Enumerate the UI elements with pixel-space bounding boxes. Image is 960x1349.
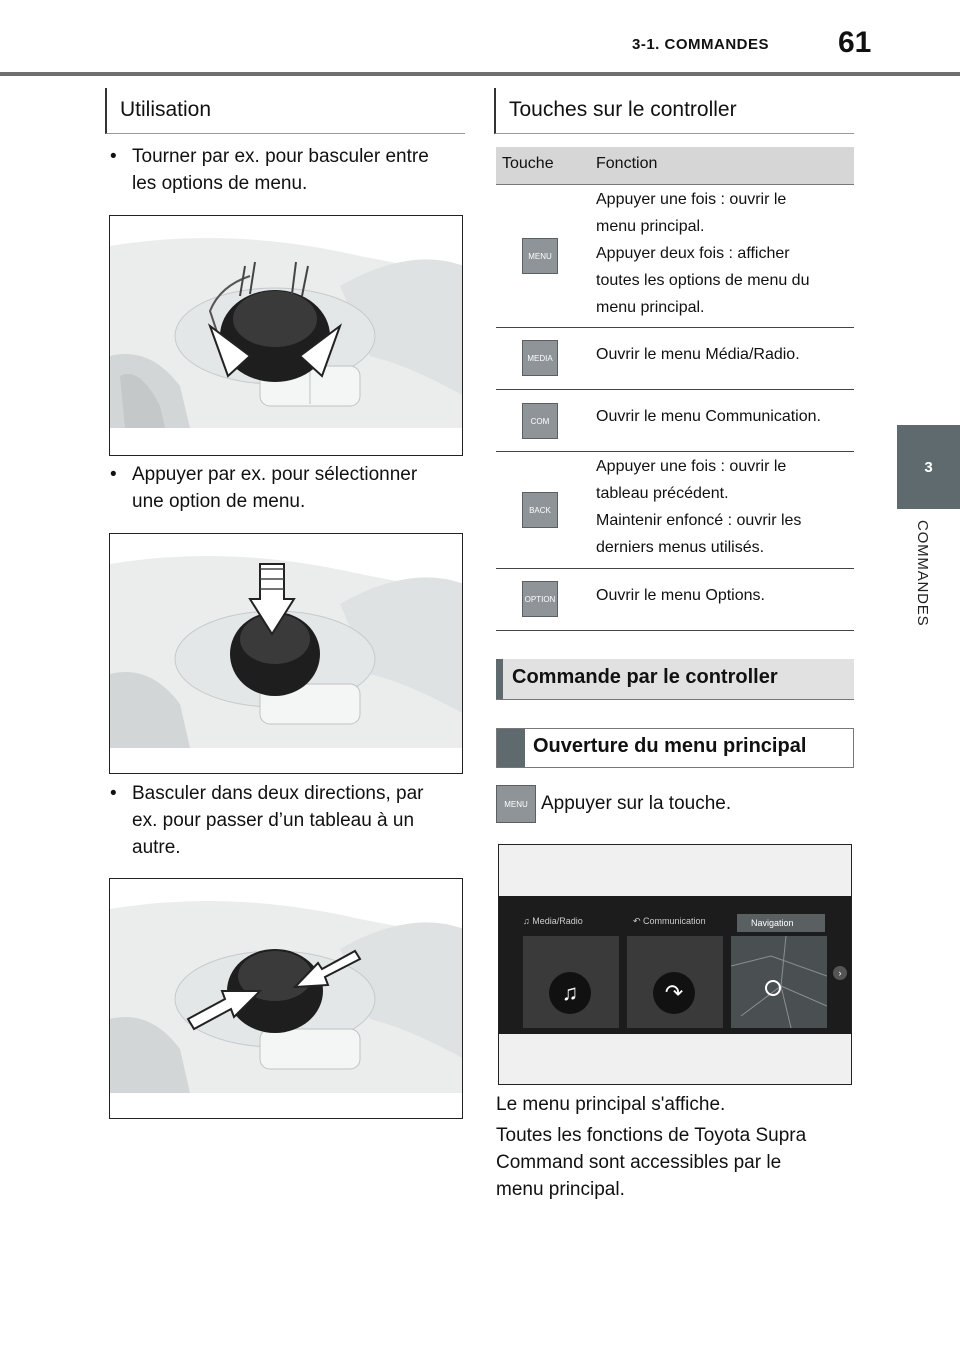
- tab-media-radio: [523, 916, 623, 932]
- column-header-touche: Touche: [502, 155, 554, 172]
- info-paragraph: [496, 1122, 856, 1203]
- table-row: [496, 327, 854, 390]
- phone-icon: ↷: [653, 972, 695, 1014]
- table-row: [496, 451, 854, 569]
- function-line: tableau précédent.: [596, 485, 729, 502]
- section-heading-touches: [494, 88, 854, 134]
- table-header: [496, 147, 854, 185]
- instruction-text: Appuyer sur la touche.: [541, 793, 732, 814]
- table-row: [496, 568, 854, 631]
- section-heading-utilisation: [105, 88, 465, 134]
- bullet-item: [110, 461, 460, 517]
- function-line: menu principal.: [596, 299, 705, 316]
- function-line: Appuyer une fois : ouvrir le: [596, 458, 787, 475]
- function-description: [596, 453, 851, 561]
- function-line: Maintenir enfoncé : ouvrir les: [596, 512, 802, 529]
- bullet-item: [110, 143, 460, 199]
- table-row: [496, 184, 854, 328]
- function-line: Appuyer deux fois : afficher: [596, 245, 790, 262]
- section-heading-text: Touches sur le controller: [509, 98, 737, 121]
- bullet-text: Appuyer par ex. pour sélectionner une option de menu.: [132, 464, 418, 512]
- bullet-dot: •: [110, 146, 117, 167]
- bullet-text: Basculer dans deux directions, par ex. pour passer d’un tableau à un autre.: [132, 783, 424, 858]
- navigation-tile: [731, 936, 827, 1028]
- function-line: menu principal.: [596, 218, 705, 235]
- menu-key-icon: MENU: [522, 238, 558, 274]
- column-header-fonction: Fonction: [596, 155, 658, 172]
- chapter-label-text: COMMANDES: [914, 520, 931, 627]
- menu-key-icon: MENU: [496, 785, 536, 823]
- section-heading-text: Utilisation: [120, 98, 212, 121]
- paragraph-line: menu principal.: [496, 1179, 625, 1200]
- tab-navigation: [737, 914, 825, 932]
- back-key-icon: BACK: [522, 492, 558, 528]
- heading-strip: [497, 729, 525, 767]
- paragraph-line: Command sont accessibles par le: [496, 1152, 782, 1173]
- tab-label: Media/Radio: [532, 916, 583, 926]
- function-line: Appuyer une fois : ouvrir le: [596, 191, 787, 208]
- bullet-dot: •: [110, 464, 117, 485]
- media-tile: [523, 936, 619, 1028]
- subsection-heading-ouverture: [496, 728, 854, 768]
- heading-strip: [496, 659, 503, 699]
- chapter-tab: [897, 425, 960, 509]
- function-line: toutes les options de menu du: [596, 272, 810, 289]
- media-key-icon: MEDIA: [522, 340, 558, 376]
- music-note-icon: ♫: [523, 916, 533, 926]
- subsection-heading-text: Commande par le controller: [512, 666, 778, 688]
- function-line: derniers menus utilisés.: [596, 539, 765, 556]
- tab-label: Communication: [643, 916, 706, 926]
- chevron-right-icon: ›: [833, 966, 847, 980]
- running-header-section: 3-1. COMMANDES: [632, 36, 770, 53]
- paragraph-line: Toutes les fonctions de Toyota Supra: [496, 1125, 807, 1146]
- function-description: [596, 186, 851, 321]
- function-description: Ouvrir le menu Média/Radio.: [596, 346, 800, 363]
- bullet-dot: •: [110, 783, 117, 804]
- music-note-icon: ♫: [549, 972, 591, 1014]
- header-rule: [0, 72, 960, 76]
- main-menu-screenshot: [498, 844, 852, 1085]
- communication-tile: [627, 936, 723, 1028]
- table-row: [496, 389, 854, 452]
- result-text: Le menu principal s'affiche.: [496, 1094, 726, 1115]
- bullet-item: [110, 780, 460, 864]
- function-description: Ouvrir le menu Communication.: [596, 408, 821, 425]
- map-icon: [731, 936, 827, 1028]
- subsection-heading-text: Ouverture du menu principal: [533, 735, 807, 757]
- subsection-heading-commande: [496, 659, 854, 700]
- option-key-icon: OPTION: [522, 581, 558, 617]
- controller-press-illustration: [109, 533, 463, 774]
- controller-tilt-illustration: [109, 878, 463, 1119]
- bullet-text: Tourner par ex. pour basculer entre les options de menu.: [132, 146, 429, 194]
- controller-rotate-illustration: [109, 215, 463, 456]
- tab-communication: [633, 916, 733, 932]
- function-description: Ouvrir le menu Options.: [596, 587, 765, 604]
- page-number: 61: [838, 26, 872, 59]
- chapter-label: [905, 520, 945, 650]
- display-screen: [499, 896, 851, 1034]
- chapter-number: 3: [924, 458, 933, 476]
- tab-label: Navigation: [751, 918, 794, 928]
- phone-icon: ↶: [633, 916, 644, 926]
- com-key-icon: COM: [522, 403, 558, 439]
